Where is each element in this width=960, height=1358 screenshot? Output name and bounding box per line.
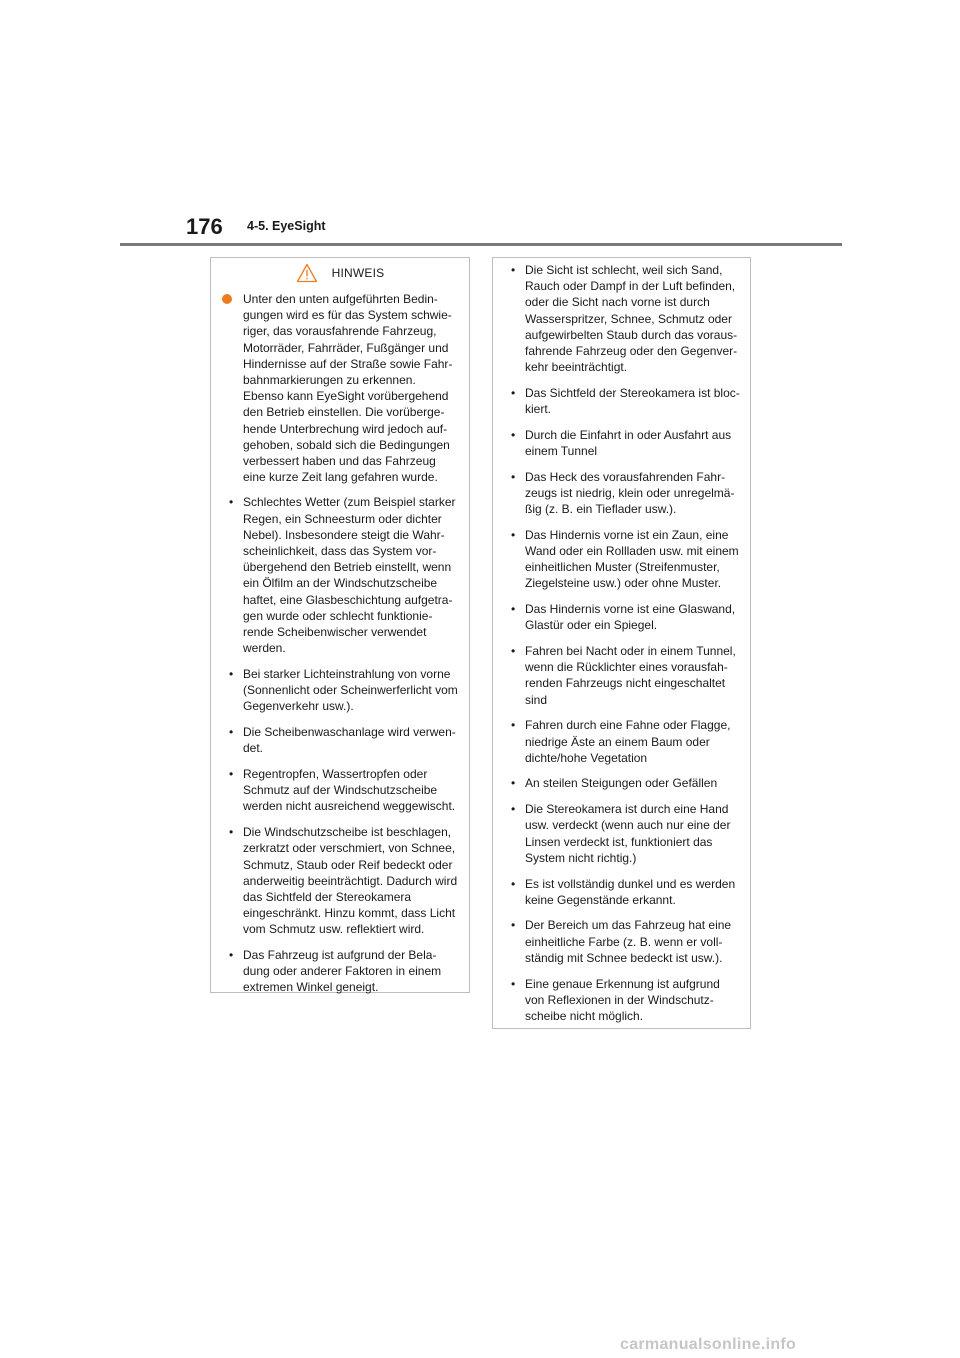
notice-box-right xyxy=(492,257,751,1029)
watermark: carmanualsonline.info xyxy=(620,1336,797,1353)
condition-item: • Regentropfen, Wassertropfen oder Schmutz auf der Windschutzscheibe werden nicht ausreichend weggewischt. xyxy=(225,766,459,815)
condition-item: • Das Hindernis vorne ist eine Glaswand, Glastür oder ein Spiegel. xyxy=(507,601,740,633)
condition-item: • Das Hindernis vorne ist ein Zaun, eine Wand oder ein Rollladen usw. mit einem einheitlichen Muster (Streifenmuster, Ziegelsteine usw.) oder ohne Muster. xyxy=(507,527,740,592)
notice-header xyxy=(221,258,459,288)
condition-item: • Die Stereokamera ist durch eine Hand usw. verdeckt (wenn auch nur eine der Linsen verdeckt ist, funktioniert das System nicht richtig.) xyxy=(507,801,740,866)
condition-list-right xyxy=(507,262,740,1024)
condition-item: • Eine genaue Erkennung ist aufgrund von Reflexionen in der Windschutz-scheibe nicht möglich. xyxy=(507,976,740,1025)
condition-item: • Das Sichtfeld der Stereokamera ist bloc-kiert. xyxy=(507,385,740,417)
notice-lead-paragraph xyxy=(225,291,459,485)
condition-item: • An steilen Steigungen oder Gefällen xyxy=(507,775,740,791)
condition-item: • Schlechtes Wetter (zum Beispiel starker Regen, ein Schneesturm oder dichter Nebel). Insbesondere steigt die Wahr-scheinlichkeit, dass das System vor-übergehend den Betrieb einstellt, wenn ein Ölfilm an der Windschutzscheibe haftet, eine Glasbeschichtung aufgetra-gen wurde oder schlecht funktionie-rende Scheibenwischer verwendet werden. xyxy=(225,494,459,656)
orange-bullet-icon xyxy=(222,294,232,304)
notice-box-left xyxy=(210,257,470,993)
condition-item: • Die Scheibenwaschanlage wird verwen-det. xyxy=(225,724,459,756)
header-divider xyxy=(120,243,842,246)
condition-item: • Das Heck des vorausfahrenden Fahr-zeugs ist niedrig, klein oder unregelmä-ßig (z. B. ein Tieflader usw.). xyxy=(507,469,740,518)
notice-lead-text: Unter den unten aufgeführten Bedin-gungen wird es für das System schwie-riger, das vorausfahrende Fahrzeug, Motorräder, Fahrräder, Fußgänger und Hindernisse auf der Straße sowie Fahr-bahnmarkierungen zu erkennen. Ebenso kann EyeSight vorübergehend den Betrieb einstellen. Die vorüberge-hende Unterbrechung wird jedoch auf-gehoben, sobald sich die Bedingungen verbessert haben und das Fahrzeug eine kurze Zeit lang gefahren wurde. xyxy=(243,292,453,485)
condition-list-left xyxy=(225,494,459,995)
condition-item: • Die Windschutzscheibe ist beschlagen, zerkratzt oder verschmiert, von Schnee, Schmutz, Staub oder Reif bedeckt oder anderweitig beeinträchtigt. Dadurch wird das Sichtfeld der Stereokamera eingeschränkt. Hinzu kommt, dass Licht vom Schmutz usw. reflektiert wird. xyxy=(225,824,459,937)
condition-item: • Das Fahrzeug ist aufgrund der Bela-dung oder anderer Faktoren in einem extremen Winkel geneigt. xyxy=(225,947,459,996)
warning-triangle-icon xyxy=(296,263,318,283)
condition-item: • Es ist vollständig dunkel und es werden keine Gegenstände erkannt. xyxy=(507,876,740,908)
section-title: 4-5. EyeSight xyxy=(247,219,326,233)
condition-item: • Die Sicht ist schlecht, weil sich Sand, Rauch oder Dampf in der Luft befinden, oder die Sicht nach vorne ist durch Wasserspritzer, Schnee, Schmutz oder aufgewirbelten Staub durch das voraus-fahrende Fahrzeug oder den Gegenver-kehr beeinträchtigt. xyxy=(507,262,740,375)
page-number: 176 xyxy=(186,214,223,239)
notice-title: HINWEIS xyxy=(331,266,385,280)
condition-item: • Der Bereich um das Fahrzeug hat eine einheitliche Farbe (z. B. wenn er voll-ständig mit Schnee bedeckt ist usw.). xyxy=(507,917,740,966)
condition-item: • Durch die Einfahrt in oder Ausfahrt aus einem Tunnel xyxy=(507,427,740,459)
condition-item: • Bei starker Lichteinstrahlung von vorne (Sonnenlicht oder Scheinwerferlicht vom Gegenverkehr usw.). xyxy=(225,666,459,715)
condition-item: • Fahren bei Nacht oder in einem Tunnel, wenn die Rücklichter eines vorausfah-renden Fahrzeugs nicht eingeschaltet sind xyxy=(507,643,740,708)
condition-item: • Fahren durch eine Fahne oder Flagge, niedrige Äste an einem Baum oder dichte/hohe Vegetation xyxy=(507,717,740,766)
